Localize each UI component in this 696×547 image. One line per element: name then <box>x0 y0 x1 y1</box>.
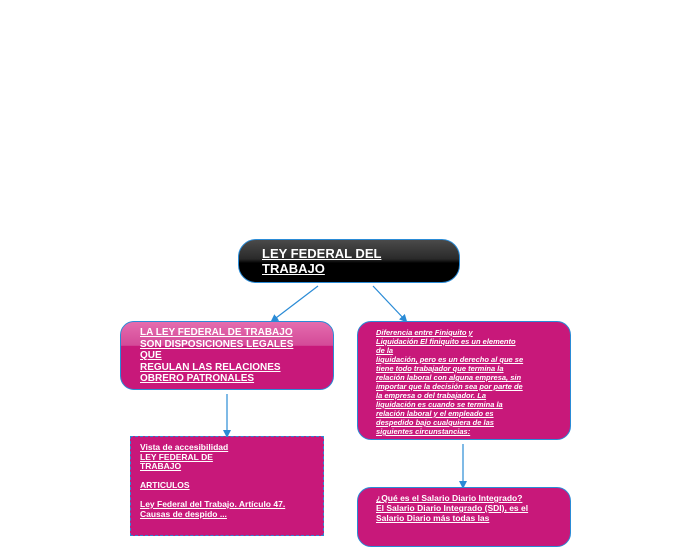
subtopic-node-salario-diario[interactable] <box>357 487 571 547</box>
topic-node-finiquito-liquidacion[interactable] <box>357 321 571 440</box>
topic-node-ley-federal[interactable] <box>120 321 334 390</box>
subtopic-node-articulos[interactable] <box>130 436 324 536</box>
topic-node-finiquito-liquidacion-label: Diferencia entre Finiquito y Liquidación El finiquito es un elemento de la liquidación, pero es un derecho al que se tiene todo trabajador que termina la relación laboral con alguna empresa, sin importar que la decisión sea por parte de la empresa o del trabajador. La liquidación es cuando se termina la relación laboral y el empleado es despedido bajo cualquiera de las siguientes circunstancias: <box>376 328 524 436</box>
root-node-label: LEY FEDERAL DEL TRABAJO <box>262 246 382 276</box>
root-node[interactable] <box>238 239 460 283</box>
connector-root-to-right-topic <box>373 286 406 321</box>
connector-root-to-left-topic <box>272 286 318 321</box>
subtopic-node-salario-diario-label: ¿Qué es el Salario Diario Integrado? El Salario Diario Integrado (SDI), es el Salario Diario más todas las <box>376 493 529 523</box>
topic-node-ley-federal-label: LA LEY FEDERAL DE TRABAJO SON DISPOSICIONES LEGALES QUE REGULAN LAS RELACIONES OBRERO PATRONALES <box>140 327 294 384</box>
subtopic-node-articulos-label: Vista de accesibilidad LEY FEDERAL DE TRABAJO ARTICULOS Ley Federal del Trabajo. Artículo 47. Causas de despido ... <box>140 442 286 519</box>
